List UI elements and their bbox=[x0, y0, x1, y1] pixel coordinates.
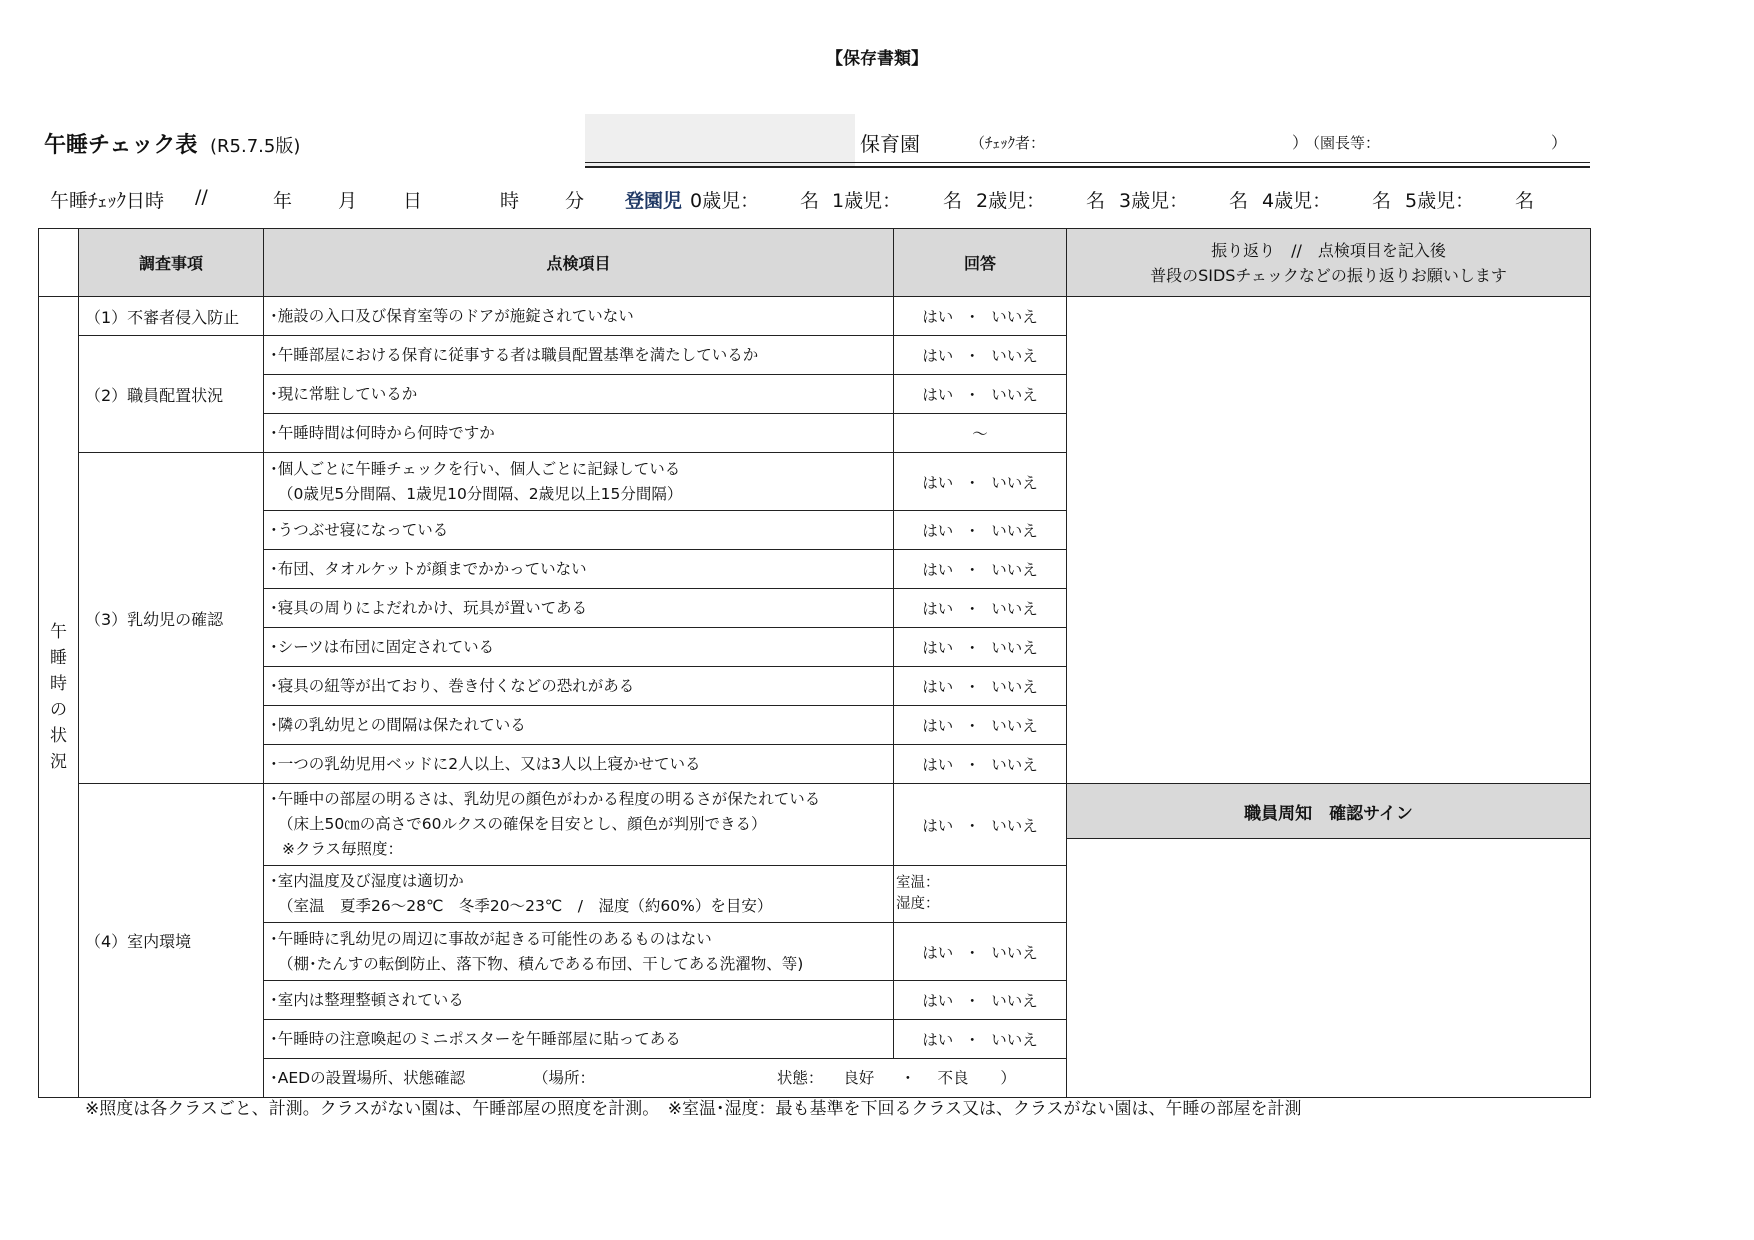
staff-sign-area[interactable] bbox=[1067, 839, 1591, 1098]
answer-7[interactable]: はい ・ いいえ bbox=[894, 550, 1067, 589]
temp-label: 室温： bbox=[896, 875, 940, 891]
age5-unit: 名 bbox=[1515, 190, 1535, 212]
answer-2[interactable]: はい ・ いいえ bbox=[894, 336, 1067, 375]
answer-4-time-range[interactable]: ～ bbox=[894, 414, 1067, 453]
answer-1[interactable]: はい ・ いいえ bbox=[894, 297, 1067, 336]
age0-unit: 名 bbox=[800, 190, 820, 212]
nap-check-table bbox=[38, 228, 1591, 1098]
item-6: ･うつぶせ寝になっている bbox=[264, 511, 894, 550]
nursery-name-field[interactable] bbox=[585, 114, 855, 166]
aed-good-option[interactable]: 良好 bbox=[843, 1068, 875, 1087]
table-row bbox=[39, 297, 1591, 336]
item-18-aed bbox=[264, 1059, 1067, 1098]
item-12: ･一つの乳幼児用ベッドに2人以上、又は3人以上寝かせている bbox=[264, 745, 894, 784]
storage-stamp: 【保存書類】 bbox=[826, 49, 928, 69]
col-category-header: 調査事項 bbox=[79, 229, 264, 297]
humidity-label: 湿度： bbox=[896, 896, 940, 912]
datetime-label: 午睡ﾁｪｯｸ日時 bbox=[50, 190, 165, 212]
aed-dot: ・ bbox=[900, 1068, 916, 1087]
age1-label: 1歳児： bbox=[832, 190, 902, 212]
age2-unit: 名 bbox=[1086, 190, 1106, 212]
reflection-header bbox=[1067, 229, 1591, 297]
answer-9[interactable]: はい ・ いいえ bbox=[894, 628, 1067, 667]
answer-5[interactable]: はい ・ いいえ bbox=[894, 453, 1067, 511]
item-5 bbox=[264, 453, 894, 511]
answer-15[interactable]: はい ・ いいえ bbox=[894, 923, 1067, 981]
hour-label: 時 bbox=[500, 190, 520, 212]
item-8: ･寝具の周りによだれかけ、玩具が置いてある bbox=[264, 589, 894, 628]
age3-unit: 名 bbox=[1229, 190, 1249, 212]
answer-17[interactable]: はい ・ いいえ bbox=[894, 1020, 1067, 1059]
item-5-line2: （0歳児5分間隔、1歳児10分間隔、2歳児以上15分間隔） bbox=[278, 484, 683, 503]
item-15 bbox=[264, 923, 894, 981]
datetime-slash: // bbox=[195, 186, 208, 208]
answer-14-temp-humidity[interactable] bbox=[894, 866, 1067, 923]
nursery-label: 保育園 bbox=[860, 132, 920, 156]
item-15-line1: ･午睡時に乳幼児の周辺に事故が起きる可能性のあるものはない bbox=[270, 929, 712, 948]
item-4: ･午睡時間は何時から何時ですか bbox=[264, 414, 894, 453]
item-5-line1: ･個人ごとに午睡チェックを行い、個人ごとに記録している bbox=[270, 459, 681, 478]
aed-place-label: （場所： bbox=[532, 1068, 595, 1087]
minute-label: 分 bbox=[565, 190, 585, 212]
header-rule bbox=[585, 162, 1590, 163]
reflection-header-line1: 振り返り // 点検項目を記入後 bbox=[1211, 240, 1446, 260]
reflection-header-line2: 普段のSIDSチェックなどの振り返りお願いします bbox=[1150, 265, 1507, 285]
table-row bbox=[39, 784, 1591, 839]
item-11: ･隣の乳幼児との間隔は保たれている bbox=[264, 706, 894, 745]
month-label: 月 bbox=[338, 190, 358, 212]
answer-13[interactable]: はい ・ いいえ bbox=[894, 784, 1067, 866]
item-15-line2: （棚･たんすの転倒防止、落下物、積んである布団、干してある洗濯物、等) bbox=[278, 954, 804, 973]
item-16: ･室内は整理整頓されている bbox=[264, 981, 894, 1020]
category-4: （4）室内環境 bbox=[79, 784, 264, 1098]
col-item-header: 点検項目 bbox=[264, 229, 894, 297]
document-version: (R5.7.5版) bbox=[210, 136, 301, 157]
item-14 bbox=[264, 866, 894, 923]
age1-unit: 名 bbox=[943, 190, 963, 212]
age2-label: 2歳児： bbox=[976, 190, 1046, 212]
side-label-nap-status: 午 睡 時 の 状 況 bbox=[39, 297, 79, 1098]
corner-cell bbox=[39, 229, 79, 297]
item-13 bbox=[264, 784, 894, 866]
answer-3[interactable]: はい ・ いいえ bbox=[894, 375, 1067, 414]
item-14-line2: （室温 夏季26～28℃ 冬季20～23℃ / 湿度（約60%）を目安） bbox=[278, 897, 773, 915]
item-13-line3: ※クラス毎照度： bbox=[282, 840, 404, 858]
header-rule-double bbox=[585, 166, 1590, 168]
staff-sign-header: 職員周知 確認サイン bbox=[1067, 784, 1591, 839]
item-14-line1: ･室内温度及び湿度は適切か bbox=[270, 872, 464, 890]
table-header-row bbox=[39, 229, 1591, 297]
category-3: （3）乳幼児の確認 bbox=[79, 453, 264, 784]
footnote: ※照度は各クラスごと、計測。クラスがない園は、午睡部屋の照度を計測。 ※室温･湿度：最も基準を下回るクラス又は、クラスがない園は、午睡の部屋を計測 bbox=[85, 1099, 1302, 1119]
year-label: 年 bbox=[273, 190, 293, 212]
answer-6[interactable]: はい ・ いいえ bbox=[894, 511, 1067, 550]
aed-label: ･AEDの設置場所、状態確認 bbox=[270, 1068, 466, 1087]
answer-11[interactable]: はい ・ いいえ bbox=[894, 706, 1067, 745]
aed-state-label: 状態： bbox=[776, 1068, 824, 1087]
reflection-area[interactable] bbox=[1067, 297, 1591, 784]
age3-label: 3歳児： bbox=[1119, 190, 1189, 212]
enrolled-label: 登園児 bbox=[625, 190, 683, 212]
aed-bad-option[interactable]: 不良 bbox=[937, 1068, 969, 1087]
item-10: ･寝具の紐等が出ており、巻き付くなどの恐れがある bbox=[264, 667, 894, 706]
age0-label: 0歳児： bbox=[690, 190, 760, 212]
director-label: （園長等： bbox=[1305, 134, 1381, 152]
category-1: （1）不審者侵入防止 bbox=[79, 297, 264, 336]
answer-12[interactable]: はい ・ いいえ bbox=[894, 745, 1067, 784]
category-2: （2）職員配置状況 bbox=[79, 336, 264, 453]
item-1: ･施設の入口及び保育室等のドアが施錠されていない bbox=[264, 297, 894, 336]
col-answer-header: 回答 bbox=[894, 229, 1067, 297]
age4-label: 4歳児： bbox=[1262, 190, 1332, 212]
director-close: ） bbox=[1551, 133, 1568, 152]
answer-8[interactable]: はい ・ いいえ bbox=[894, 589, 1067, 628]
item-13-line2: （床上50㎝の高さで60ルクスの確保を目安とし、顔色が判別できる） bbox=[278, 815, 767, 833]
answer-16[interactable]: はい ・ いいえ bbox=[894, 981, 1067, 1020]
item-9: ･シーツは布団に固定されている bbox=[264, 628, 894, 667]
age5-label: 5歳児： bbox=[1405, 190, 1475, 212]
checker-close: ） bbox=[1292, 133, 1309, 152]
checker-label: （ﾁｪｯｸ者： bbox=[970, 134, 1046, 152]
item-3: ･現に常駐しているか bbox=[264, 375, 894, 414]
item-2: ･午睡部屋における保育に従事する者は職員配置基準を満たしているか bbox=[264, 336, 894, 375]
aed-close: ） bbox=[1000, 1068, 1016, 1087]
age4-unit: 名 bbox=[1372, 190, 1392, 212]
item-7: ･布団、タオルケットが顔までかかっていない bbox=[264, 550, 894, 589]
answer-10[interactable]: はい ・ いいえ bbox=[894, 667, 1067, 706]
item-17: ･午睡時の注意喚起のミニポスターを午睡部屋に貼ってある bbox=[264, 1020, 894, 1059]
item-13-line1: ･午睡中の部屋の明るさは、乳幼児の顔色がわかる程度の明るさが保たれている bbox=[270, 790, 821, 808]
day-label: 日 bbox=[403, 190, 423, 212]
document-title: 午睡チェック表 bbox=[44, 133, 198, 158]
